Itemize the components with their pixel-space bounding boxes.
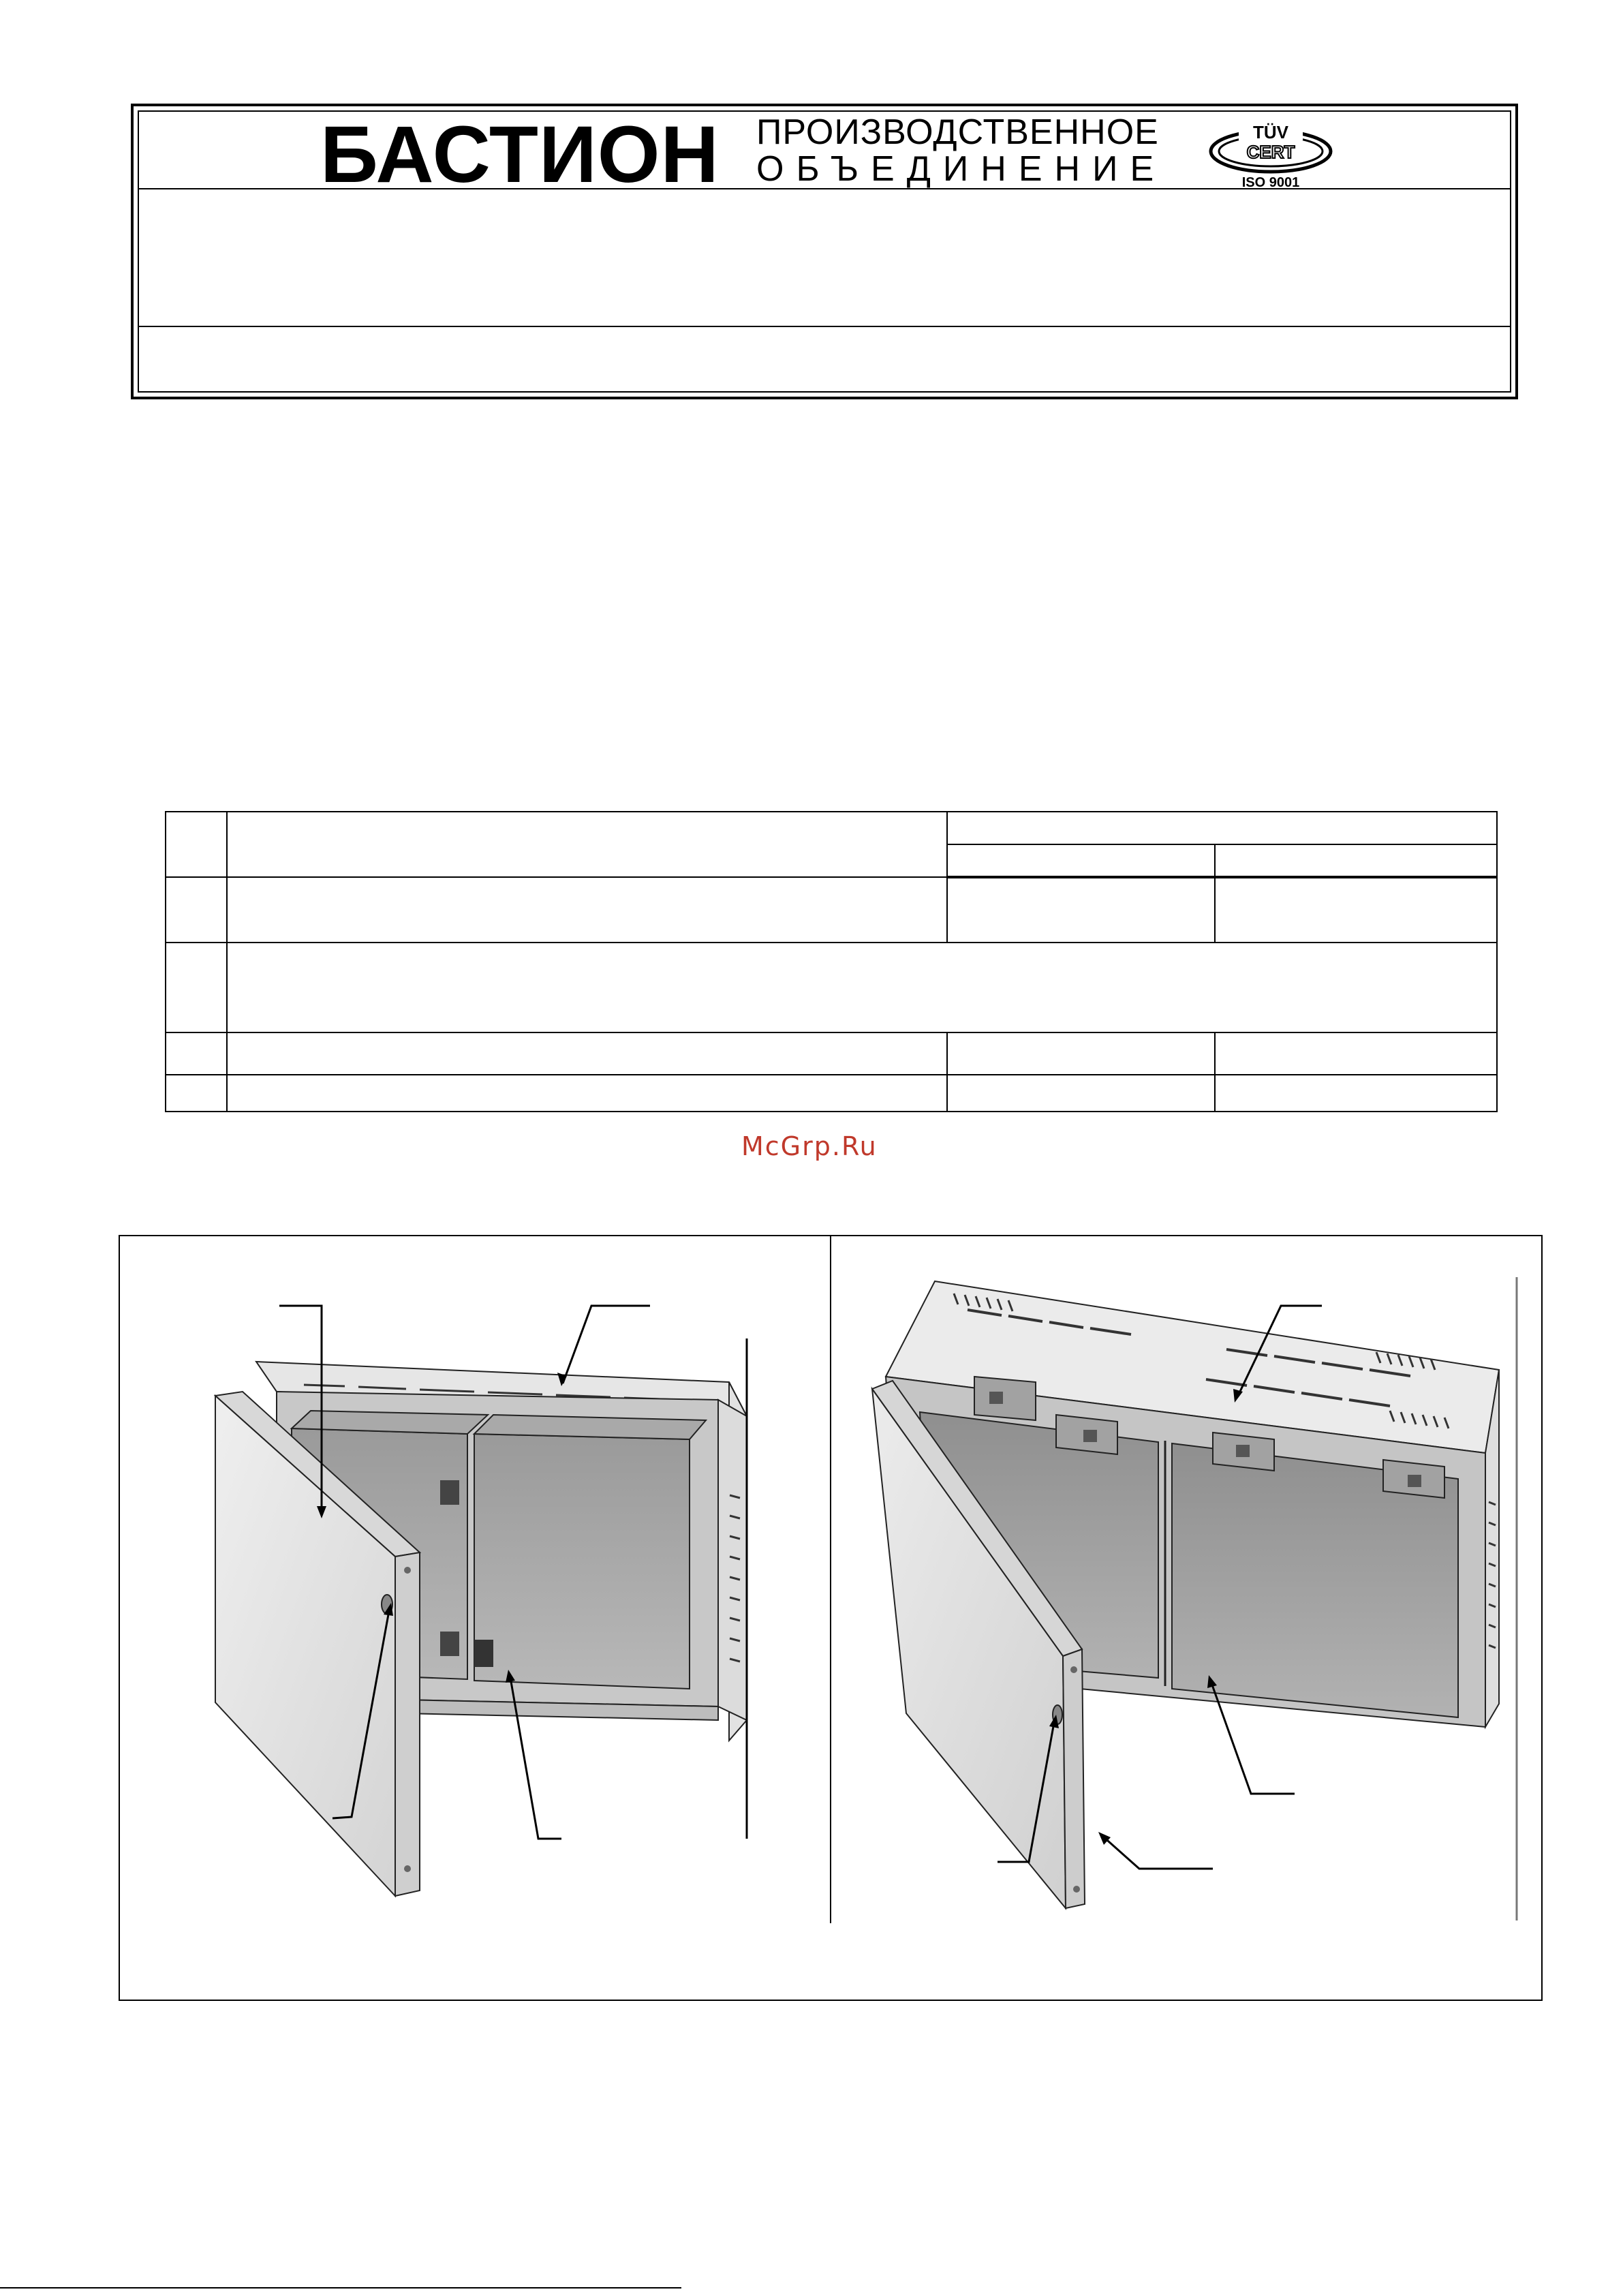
table-header-cell-number xyxy=(166,812,227,877)
table-row xyxy=(166,877,1497,943)
table-header-cell-value-group xyxy=(947,812,1497,844)
table-row xyxy=(166,943,1497,1032)
spec-table xyxy=(165,811,1498,1112)
footer-line xyxy=(0,2287,681,2289)
table-row xyxy=(166,1075,1497,1112)
brand-tagline-1: ПРОИЗВОДСТВЕННОЕ xyxy=(756,112,1159,152)
table-header-cell-value-b xyxy=(1215,844,1497,877)
table-header-cell-value-a xyxy=(947,844,1216,877)
header-divider-2 xyxy=(138,326,1511,327)
cabinet-door-open-front-icon xyxy=(120,1236,829,1925)
cert-mark-middle: CERT xyxy=(1246,142,1295,162)
tuv-cert-logo xyxy=(1206,117,1335,192)
table-header-row-1 xyxy=(166,812,1497,844)
brand-name: БАСТИОН xyxy=(320,110,720,200)
cabinet-door-open-top-icon xyxy=(831,1236,1543,1925)
table-row xyxy=(166,1032,1497,1075)
table-header-cell-parameter xyxy=(227,812,947,877)
watermark: McGrp.Ru xyxy=(741,1131,878,1161)
brand-tagline-2: ОБЪЕДИНЕНИЕ xyxy=(756,149,1166,189)
cert-mark-top: TÜV xyxy=(1253,122,1288,142)
cert-standard: ISO 9001 xyxy=(1241,175,1300,190)
